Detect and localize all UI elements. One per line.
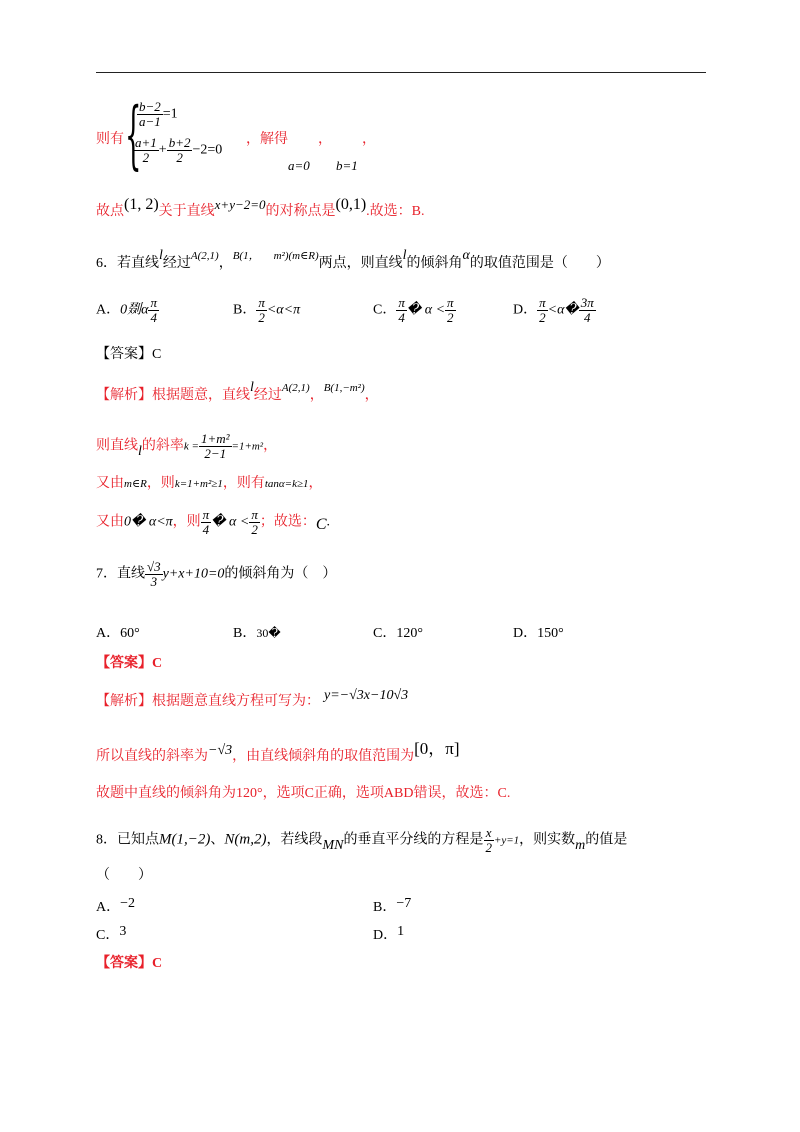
option-label: D． <box>513 302 538 318</box>
q8-lead: 8．已知点 <box>96 832 159 848</box>
q7-option-a[interactable] <box>96 622 140 642</box>
option-text: 3 <box>119 924 127 939</box>
text: ，则有 <box>222 476 265 491</box>
numerator: π <box>258 295 265 310</box>
q8-answer: 【答案】C <box>96 956 163 971</box>
option-text: −2 <box>120 896 136 911</box>
equation-system <box>125 92 245 178</box>
line-l: l <box>159 248 163 263</box>
denominator: 2 <box>251 521 258 537</box>
numerator: 1+m² <box>200 431 230 446</box>
denominator: 4 <box>398 309 405 325</box>
option-text: 0剟α <box>120 302 149 318</box>
q8-option-b[interactable] <box>373 896 411 916</box>
option-label: B． <box>233 626 257 641</box>
text: 【解析】根据题意，直线 <box>96 388 250 403</box>
q7-option-c[interactable] <box>373 622 423 642</box>
denominator: 4 <box>202 521 210 537</box>
variable-m: m <box>575 838 586 854</box>
solve-label: ，解得 <box>246 132 288 147</box>
line-l: l <box>402 248 407 263</box>
line-l: l <box>138 444 142 460</box>
numerator: π <box>150 295 157 310</box>
denominator: 2 <box>485 839 492 855</box>
q7-explanation-3: 故题中直线的倾斜角为120°，选项C正确，选项ABD错误，故选：C. <box>96 786 511 801</box>
q6-option-c[interactable] <box>373 296 456 324</box>
text: .故选：B. <box>366 204 425 219</box>
option-label: B． <box>373 900 397 915</box>
q6-option-d[interactable] <box>513 296 596 324</box>
slope-k: k = <box>183 440 199 453</box>
comma-2: ， <box>362 132 376 147</box>
denominator: 3 <box>150 573 158 589</box>
q7-lead: 7．直线 <box>96 566 145 582</box>
point-b-m: m²)(m∈R) <box>273 250 319 262</box>
option-text: <α� <box>547 302 579 318</box>
m-in-r: m∈R <box>124 478 147 490</box>
eq2-plus: + <box>158 142 167 158</box>
text: ；故选： <box>259 514 316 530</box>
denominator: 2 <box>258 309 265 325</box>
point: (1, 2) <box>124 196 159 213</box>
option-text: <α<π <box>266 302 301 318</box>
equation-rest: +y=1 <box>493 834 520 847</box>
eq1-denominator: a−1 <box>139 113 161 129</box>
option-label: D． <box>373 928 398 943</box>
comma-1: ， <box>318 132 332 147</box>
text: 的值是 <box>585 832 628 848</box>
text: 的对称点是 <box>265 204 336 219</box>
q8-option-d[interactable] <box>373 924 404 944</box>
choice-c: C <box>315 516 327 534</box>
q6-option-a[interactable] <box>96 296 159 324</box>
text: 的取值范围是（ ） <box>469 256 610 271</box>
k-inequality: k=1+m²≥1 <box>174 478 223 490</box>
slope-result: =1+m² <box>231 440 264 453</box>
q6-lead: 6．若直线 <box>96 256 159 271</box>
option-label: A． <box>96 900 121 915</box>
then-have-label: 则有 <box>96 132 124 147</box>
option-text: 30� <box>256 626 281 640</box>
text: 所以直线的斜率为 <box>96 749 208 764</box>
denominator: 4 <box>150 309 157 325</box>
symmetric-point: (0,1) <box>335 196 367 213</box>
range: [0，π] <box>414 739 460 758</box>
option-label: C． <box>373 626 397 641</box>
text: ，若线段 <box>266 832 323 848</box>
eq2-b-numerator: b+2 <box>168 135 191 150</box>
eq1-rhs: =1 <box>162 106 178 122</box>
text: 【解析】根据题意直线方程可写为： <box>96 694 320 709</box>
question-8 <box>96 826 627 854</box>
q6-explanation-3 <box>96 472 323 492</box>
denominator: 2 <box>539 309 546 325</box>
text: ， <box>364 388 379 403</box>
point-n: N(m,2) <box>224 831 267 848</box>
point-m: M(1,−2) <box>159 831 211 848</box>
option-text: � α < <box>406 302 446 318</box>
text: 的倾斜角为（ ） <box>224 566 337 582</box>
numerator: π <box>539 295 546 310</box>
denominator: 4 <box>584 309 591 325</box>
eq2-b-denominator: 2 <box>176 149 183 165</box>
text: 经过 <box>162 256 191 271</box>
text: ， <box>308 476 323 491</box>
text: . <box>326 514 331 530</box>
denominator: 2 <box>447 309 454 325</box>
point-a: A(2,1) <box>190 250 219 262</box>
eq2-a-numerator: a+1 <box>135 135 157 150</box>
text: ， <box>263 438 278 454</box>
option-text: 150° <box>537 626 564 641</box>
question-7 <box>96 560 336 588</box>
text: 的垂直平分线的方程是 <box>343 832 484 848</box>
q7-option-b[interactable] <box>233 622 281 642</box>
q8-option-c[interactable] <box>96 924 126 944</box>
option-text: 60° <box>120 626 140 641</box>
alpha-range: 0� α<π <box>124 514 173 530</box>
line-equation: y=−√3x−10√3 <box>324 688 409 703</box>
conclusion-line <box>96 196 425 220</box>
solution-a: a=0 <box>288 158 310 173</box>
text: ，则 <box>146 476 175 491</box>
text: 经过 <box>253 388 282 403</box>
numerator: π <box>447 295 454 310</box>
denominator: 2−1 <box>204 445 227 461</box>
text: 又由 <box>96 514 124 530</box>
option-text: −7 <box>396 896 412 911</box>
equation-2 <box>133 136 222 164</box>
line-l: l <box>250 380 254 395</box>
inequality: � α < <box>211 514 250 530</box>
q6-option-b[interactable] <box>233 296 300 324</box>
line-equation: x+y−2=0 <box>214 197 266 212</box>
option-label: B． <box>233 302 257 318</box>
brace-symbol: { <box>125 92 142 178</box>
text: 关于直线 <box>158 204 215 219</box>
q7-explanation-2 <box>96 740 460 765</box>
q6-answer: 【答案】C <box>96 347 162 362</box>
question-6 <box>96 248 610 272</box>
text: 、 <box>210 832 225 848</box>
eq2-a-denominator: 2 <box>142 149 150 165</box>
text: 的斜率 <box>141 438 184 454</box>
point-b: B(1,−m²) <box>323 382 365 394</box>
text: ，则实数 <box>519 832 576 848</box>
q8-paren: （ ） <box>96 868 152 883</box>
q6-explanation-4 <box>96 508 330 536</box>
option-label: A． <box>96 626 121 641</box>
numerator: √3 <box>147 559 161 574</box>
text: 两点，则直线 <box>318 256 403 271</box>
option-text: 1 <box>397 924 405 939</box>
eq1-numerator: b−2 <box>139 99 161 114</box>
segment-mn: MN <box>322 838 344 854</box>
text: ，则 <box>172 514 201 530</box>
header-rule <box>96 72 706 73</box>
option-label: C． <box>373 302 397 318</box>
text: 故点 <box>96 204 124 219</box>
tan-inequality: tanα=k≥1 <box>264 478 309 490</box>
q8-option-a[interactable] <box>96 896 135 916</box>
equation-1 <box>137 100 178 128</box>
text: ，由直线倾斜角的取值范围为 <box>232 749 415 764</box>
numerator: π <box>202 507 210 522</box>
numerator: 3π <box>580 295 594 310</box>
q6-explanation-2 <box>96 432 277 460</box>
text: 的倾斜角 <box>406 256 463 271</box>
text: 又由 <box>96 476 124 491</box>
text: ， <box>218 256 233 271</box>
eq2-rhs: −2=0 <box>192 142 223 158</box>
text: 则直线 <box>96 438 138 454</box>
q7-answer: 【答案】C <box>96 656 163 671</box>
point-a: A(2,1) <box>281 382 310 394</box>
numerator: x <box>485 825 492 840</box>
option-label: A． <box>96 302 121 318</box>
numerator: π <box>398 295 405 310</box>
line-equation: y+x+10=0 <box>162 566 225 582</box>
q7-explanation-1 <box>96 690 408 710</box>
option-label: D． <box>513 626 538 641</box>
point-b: B(1， <box>232 250 260 262</box>
text: ， <box>309 388 324 403</box>
option-text: 120° <box>396 626 423 641</box>
option-label: C． <box>96 928 120 943</box>
q7-option-d[interactable] <box>513 622 564 642</box>
slope: −√3 <box>208 743 233 758</box>
q6-explanation-1 <box>96 380 379 404</box>
solution-b: b=1 <box>336 158 358 173</box>
alpha: α <box>462 248 470 263</box>
numerator: π <box>251 507 258 522</box>
